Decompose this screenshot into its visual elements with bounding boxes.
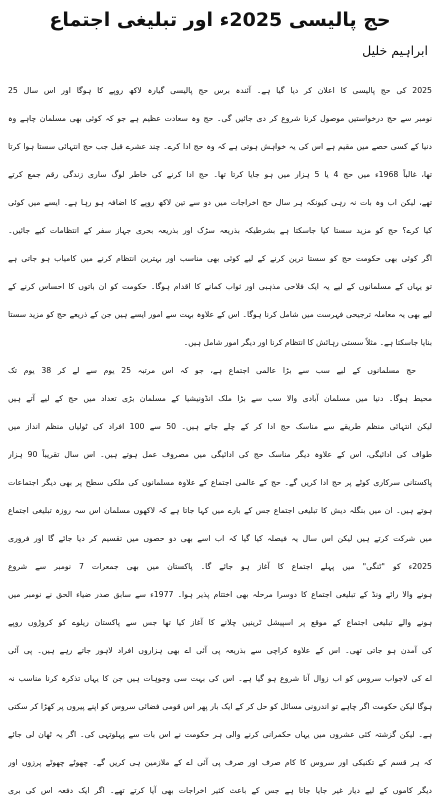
paragraph [8, 77, 432, 357]
text-line: 2025 کی حج پالیسی کا اعلان کر دیا گیا ہے۔ آئندہ برس حج پالیسی گیارہ لاکھ روپے کا ہوگا اور اس سال 25 [8, 86, 432, 95]
article-author: ابراہیم خلیل [362, 43, 428, 58]
text-line: لیے بھی یہ معاملہ ترجیحی فہرست میں شامل کرنا ہوگا۔ اس کے علاوہ بہت سے امور ایسے ہیں جن کے ذریعے حج کو مزید سستا [8, 310, 432, 319]
text-line: کہ ہر قسم کے تکنیکی اور سروس کا کام صرف اور صرف پی آئی اے کے ملازمین ہی کریں گے۔ چھوٹے چھوٹے پرزوں اور [8, 758, 432, 767]
text-line: ہوگا لیکن حکومت اگر چاہے تو اندرونی مسائل کو حل کر کے ایک بار پھر اس قومی فضائی سروس کو اپنے پیروں پر کھڑا کر سکتی [8, 702, 432, 711]
text-line: دیگر کاموں کے لیے دیار غیر جایا جاتا ہے جس کے باعث کثیر اخراجات بھی آیا کرتے تھے۔ اگر ایک دفعہ اس کی بری [8, 786, 432, 795]
paragraph [8, 357, 432, 805]
text-line: دنیا کے کسی حصے میں مقیم ہے اس کی یہ خواہش ہوتی ہے کہ وہ حج ادا کرے۔ چند عشرے قبل جب حج انتہائی سستا ہوا کرتا [8, 142, 432, 151]
text-line: اگر کوئی بھی حکومت حج کو سستا ترین کرنے کے لیے کوئی بھی مناسب اور بہترین انتظام کرنے میں کامیاب ہو جاتی ہے [8, 254, 432, 263]
text-line: محیط ہوگا۔ دنیا میں مسلمان آبادی والا سب سے بڑا ملک انڈونیشیا کے مسلمان بڑی تعداد میں حج کے لیے آتے ہیں [8, 394, 432, 403]
text-line: حج مسلمانوں کے لیے سب سے بڑا عالمی اجتماع ہے، جو کہ اس مرتبہ 25 یوم سے لے کر 38 یوم تک [8, 366, 416, 375]
text-line: میں شرکت کرتے ہیں لیکن اس سال یہ فیصلہ کیا گیا کہ اب اسے بھی دو حصوں میں تقسیم کر دیا جائے گا اور فروری [8, 534, 432, 543]
text-line: ہے۔ لیکن گزشتہ کئی عشروں میں یہاں حکمرانی کرنے والی ہر حکومت نے اس بات سے پہلوتہی کی۔ اگر یہ ٹھان لی جائے [8, 730, 432, 739]
text-line: پاکستانی سرکاری کوٹے پر حج ادا کریں گے۔ حج کے عالمی اجتماع کے علاوہ مسلمانوں کی ملکی سطح پر بھی دیگر اجتماعات [8, 478, 432, 487]
text-line: 2025ء کو "ٹنگی" میں پہلے اجتماع کا آغاز ہو جائے گا۔ پاکستان میں بھی جمعرات 7 نومبر سے شروع [8, 562, 432, 571]
article-title: حج پالیسی 2025ء اور تبلیغی اجتماع [49, 9, 391, 31]
text-line: کی آمدن ہو جاتی تھی۔ اس کے علاوہ کراچی سے بذریعہ پی آئی اے بھی ہزاروں افراد لاہور جاتے رہے ہیں۔ پی آئی [8, 646, 432, 655]
text-line: اے کی لاجواب سروس کو اب زوال آنا شروع ہو گیا ہے۔ اس کی بہت سی وجوہات ہیں جن کا یہاں تذکرہ کرنا مناسب نہ [8, 674, 432, 683]
text-line: ہونے والے تبلیغی اجتماع کے موقع پر اسپیشل ٹرینیں چلانے کا آغاز کیا تھا جس سے پاکستان ریلوے کو کروڑوں روپے [8, 618, 432, 627]
text-line: لیکن انتہائی منظم طریقے سے مناسک حج ادا کر کے چلے جاتے ہیں۔ 50 سے 100 افراد کی ٹولیاں منظم انداز میں [8, 422, 432, 431]
text-line: ہونے والا رائے ونڈ کے تبلیغی اجتماع کا دوسرا مرحلہ بھی اختتام پذیر ہوا۔ 1977ء سے سابق صدر ضیاء الحق نے نومبر میں [8, 590, 432, 599]
text-line: طواف کی ادائیگی، اس کے علاوہ دیگر مناسک حج کی ادائیگی میں مصروف عمل ہوتے ہیں۔ اس سال تقریباً 90 ہزار [8, 450, 432, 459]
text-line: نومبر سے حج درخواستیں موصول کرنا شروع کر دی جائیں گی۔ حج وہ سعادت عظیم ہے جو کہ کوئی بھی مسلمان چاہے وہ [8, 114, 432, 123]
text-line: ہوتے ہیں۔ ان میں بنگلہ دیش کا تبلیغی اجتماع جس کے بارے میں کہا جاتا ہے کہ لاکھوں مسلمان اس سہ روزہ تبلیغی اجتماع [8, 506, 432, 515]
text-line: تو یہاں کے مسلمانوں کے لیے یہ ایک فلاحی مذہبی اور ثواب کمانے کا اقدام ہوگا۔ حکومت کو ان باتوں کا احساس کرنے کے [8, 282, 432, 291]
text-line: بنایا جاسکتا ہے۔ مثلاً سستی رہائش کا انتظام کرنا اور دیگر امور شامل ہیں۔ [183, 338, 432, 347]
text-line: تھا، غالباً 1968ء میں حج 4 یا 5 ہزار میں ہو جایا کرتا تھا۔ حج ادا کرنے کی خاطر لوگ ساری زندگی رقم جمع کرتے [8, 170, 432, 179]
text-line: کیا کرے؟ حج کو مزید سستا کیا جاسکتا ہے بشرطیکہ بذریعہ سڑک اور بذریعہ بحری جہاز سفر کے انتظامات کیے جائیں۔ [8, 226, 432, 235]
article-body [8, 77, 432, 808]
text-line: تھے، لیکن اب وہ بات نہ رہی کیونکہ ہر سال حج اخراجات میں دو سے تین لاکھ روپے کا اضافہ ہو رہا ہے۔ ایسے میں کوئی [8, 198, 432, 207]
